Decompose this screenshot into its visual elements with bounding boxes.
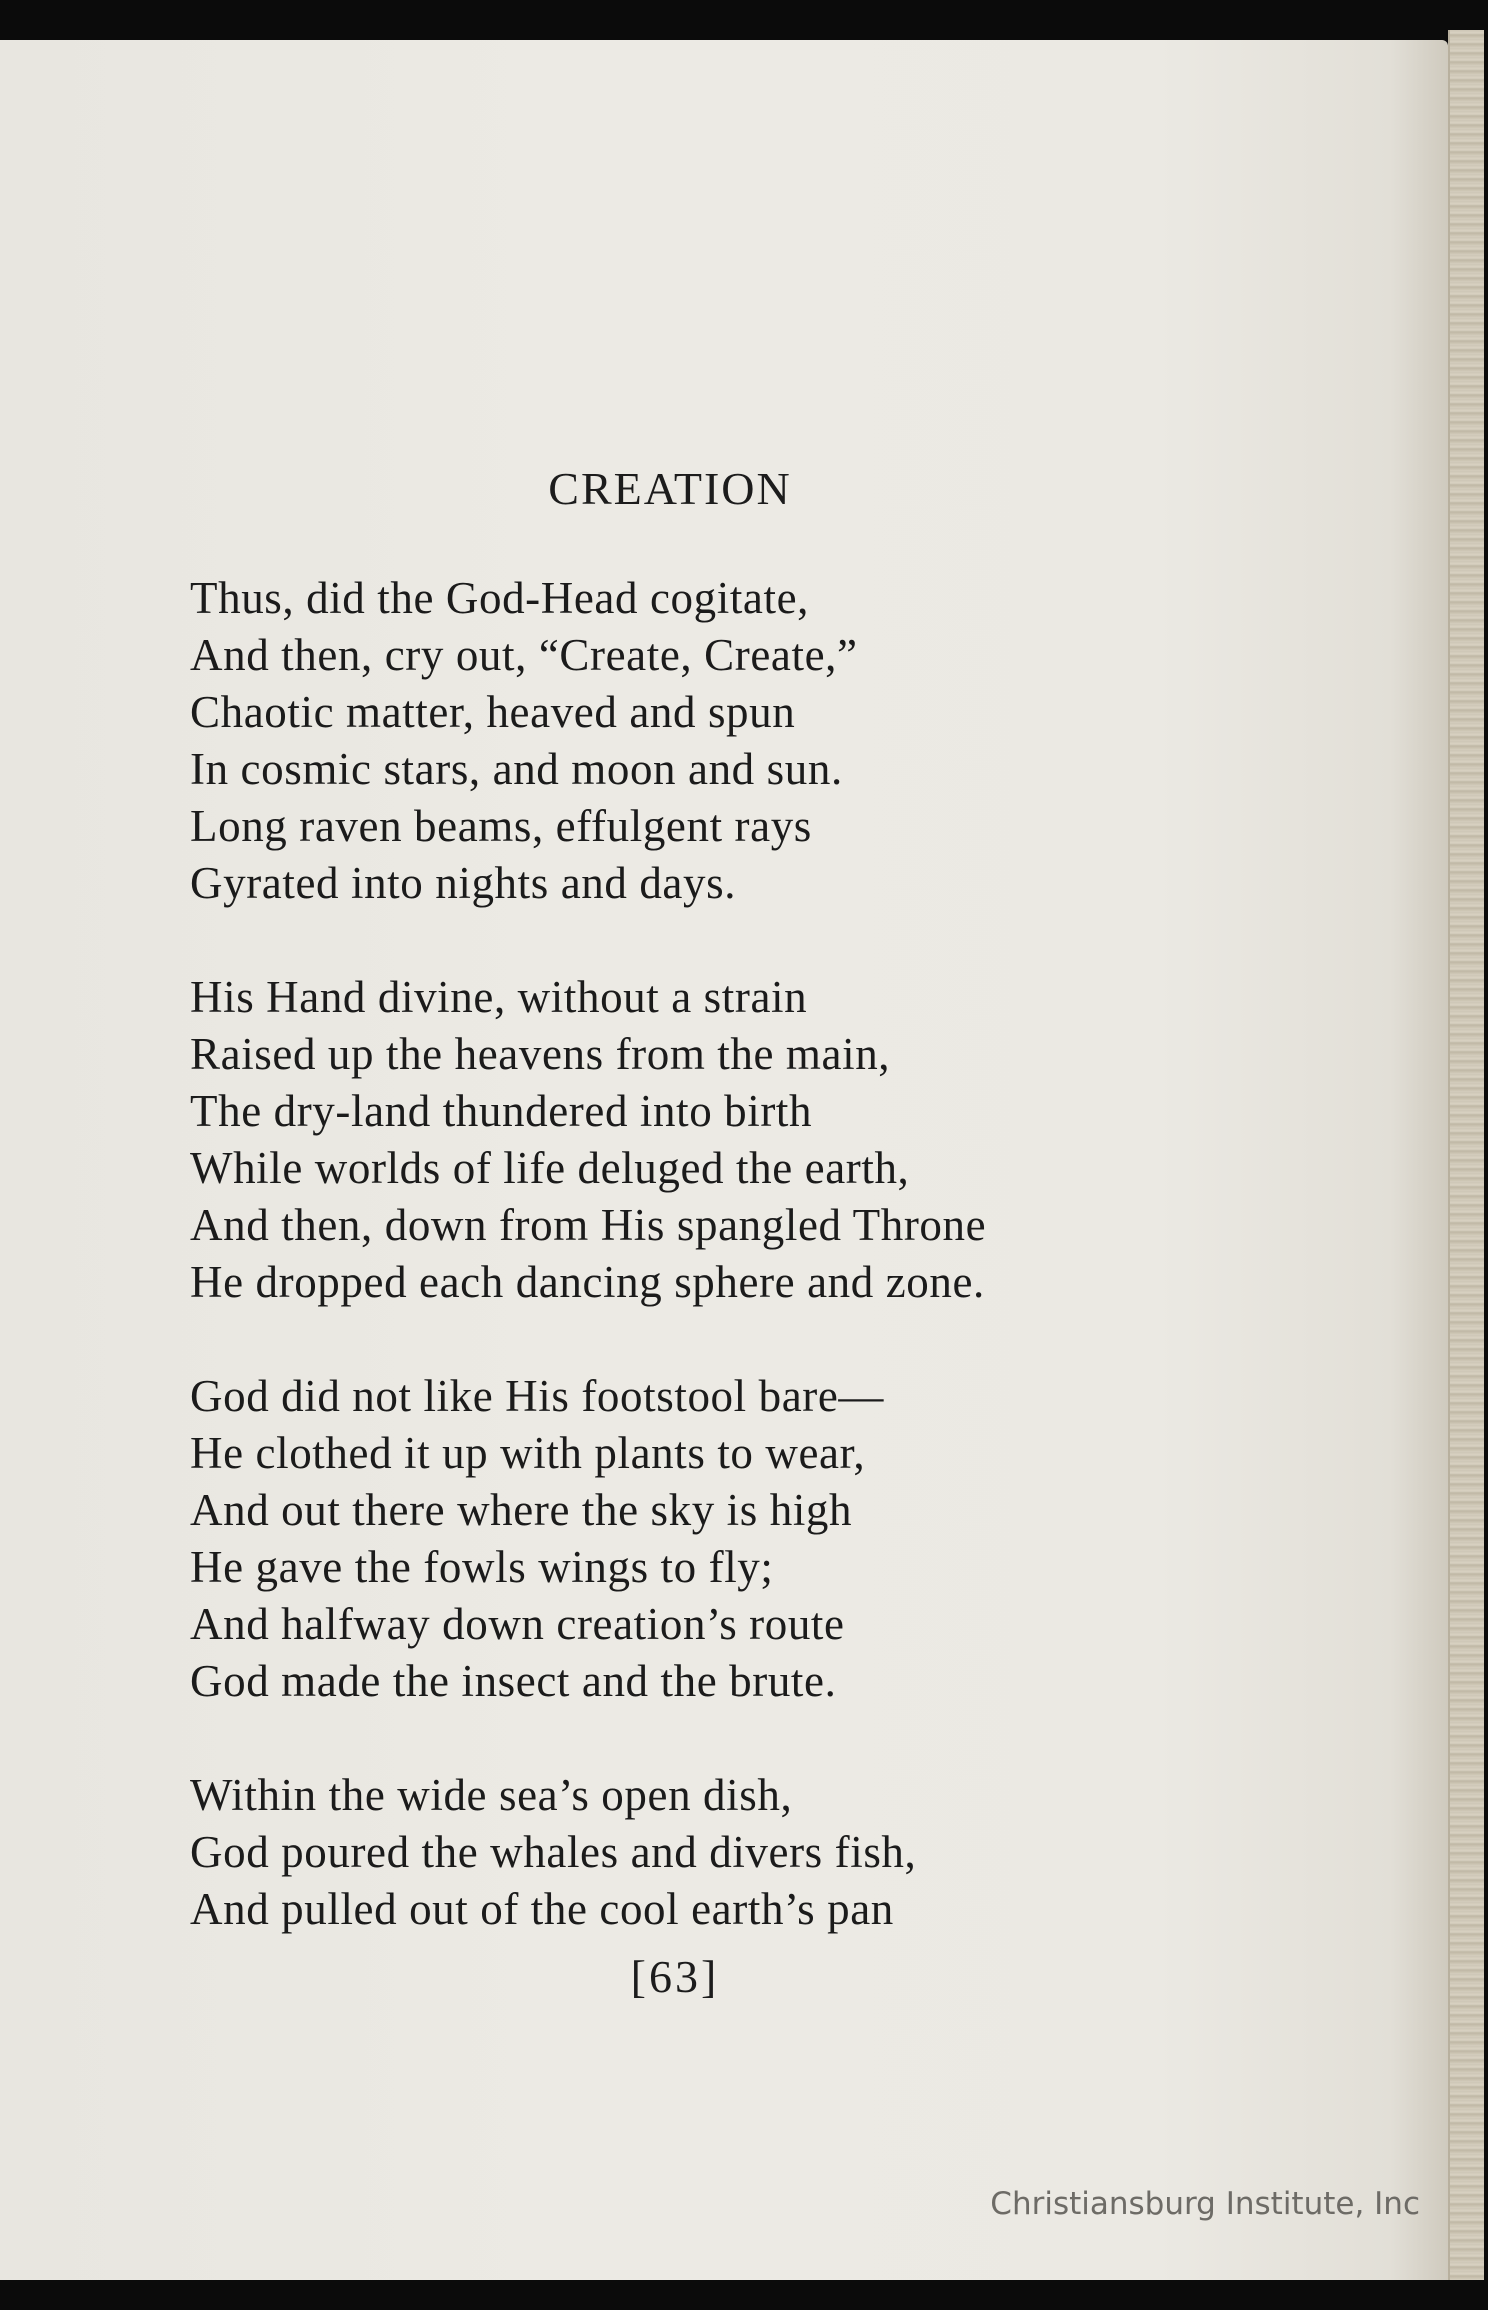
poem-line: While worlds of life deluged the earth, bbox=[190, 1143, 910, 1193]
poem-line: Within the wide sea’s open dish, bbox=[190, 1770, 793, 1820]
stanza-3 bbox=[190, 1368, 1250, 1710]
poem-line: In cosmic stars, and moon and sun. bbox=[190, 744, 843, 794]
poem-line: He dropped each dancing sphere and zone. bbox=[190, 1257, 985, 1307]
page-number: [63] bbox=[630, 1951, 720, 2002]
poem-line: And pulled out of the cool earth’s pan bbox=[190, 1884, 894, 1934]
stanza-2 bbox=[190, 969, 1250, 1311]
poem-line: The dry-land thundered into birth bbox=[190, 1086, 813, 1136]
poem-line: Chaotic matter, heaved and spun bbox=[190, 687, 796, 737]
stanza-4 bbox=[190, 1767, 1250, 1938]
poem-line: And out there where the sky is high bbox=[190, 1485, 853, 1535]
poem-line: And then, cry out, “Create, Create,” bbox=[190, 630, 858, 680]
poem-line: He gave the fowls wings to fly; bbox=[190, 1542, 774, 1592]
poem-line: Long raven beams, effulgent rays bbox=[190, 801, 812, 851]
poem-body bbox=[190, 570, 1250, 1995]
poem-line: Thus, did the God-Head cogitate, bbox=[190, 573, 810, 623]
poem-line: Gyrated into nights and days. bbox=[190, 858, 737, 908]
poem-line: He clothed it up with plants to wear, bbox=[190, 1428, 866, 1478]
stanza-1 bbox=[190, 570, 1250, 912]
poem-line: Raised up the heavens from the main, bbox=[190, 1029, 891, 1079]
watermark: Christiansburg Institute, Inc bbox=[990, 2186, 1420, 2222]
poem-line: God did not like His footstool bare— bbox=[190, 1371, 885, 1421]
poem-title: CREATION bbox=[548, 463, 792, 514]
poem-line: And then, down from His spangled Throne bbox=[190, 1200, 987, 1250]
poem-line: His Hand divine, without a strain bbox=[190, 972, 808, 1022]
paper-page bbox=[0, 40, 1448, 2280]
poem-line: God poured the whales and divers fish, bbox=[190, 1827, 917, 1877]
poem-line: God made the insect and the brute. bbox=[190, 1656, 837, 1706]
poem-line: And halfway down creation’s route bbox=[190, 1599, 845, 1649]
page-edge bbox=[1448, 30, 1484, 2280]
